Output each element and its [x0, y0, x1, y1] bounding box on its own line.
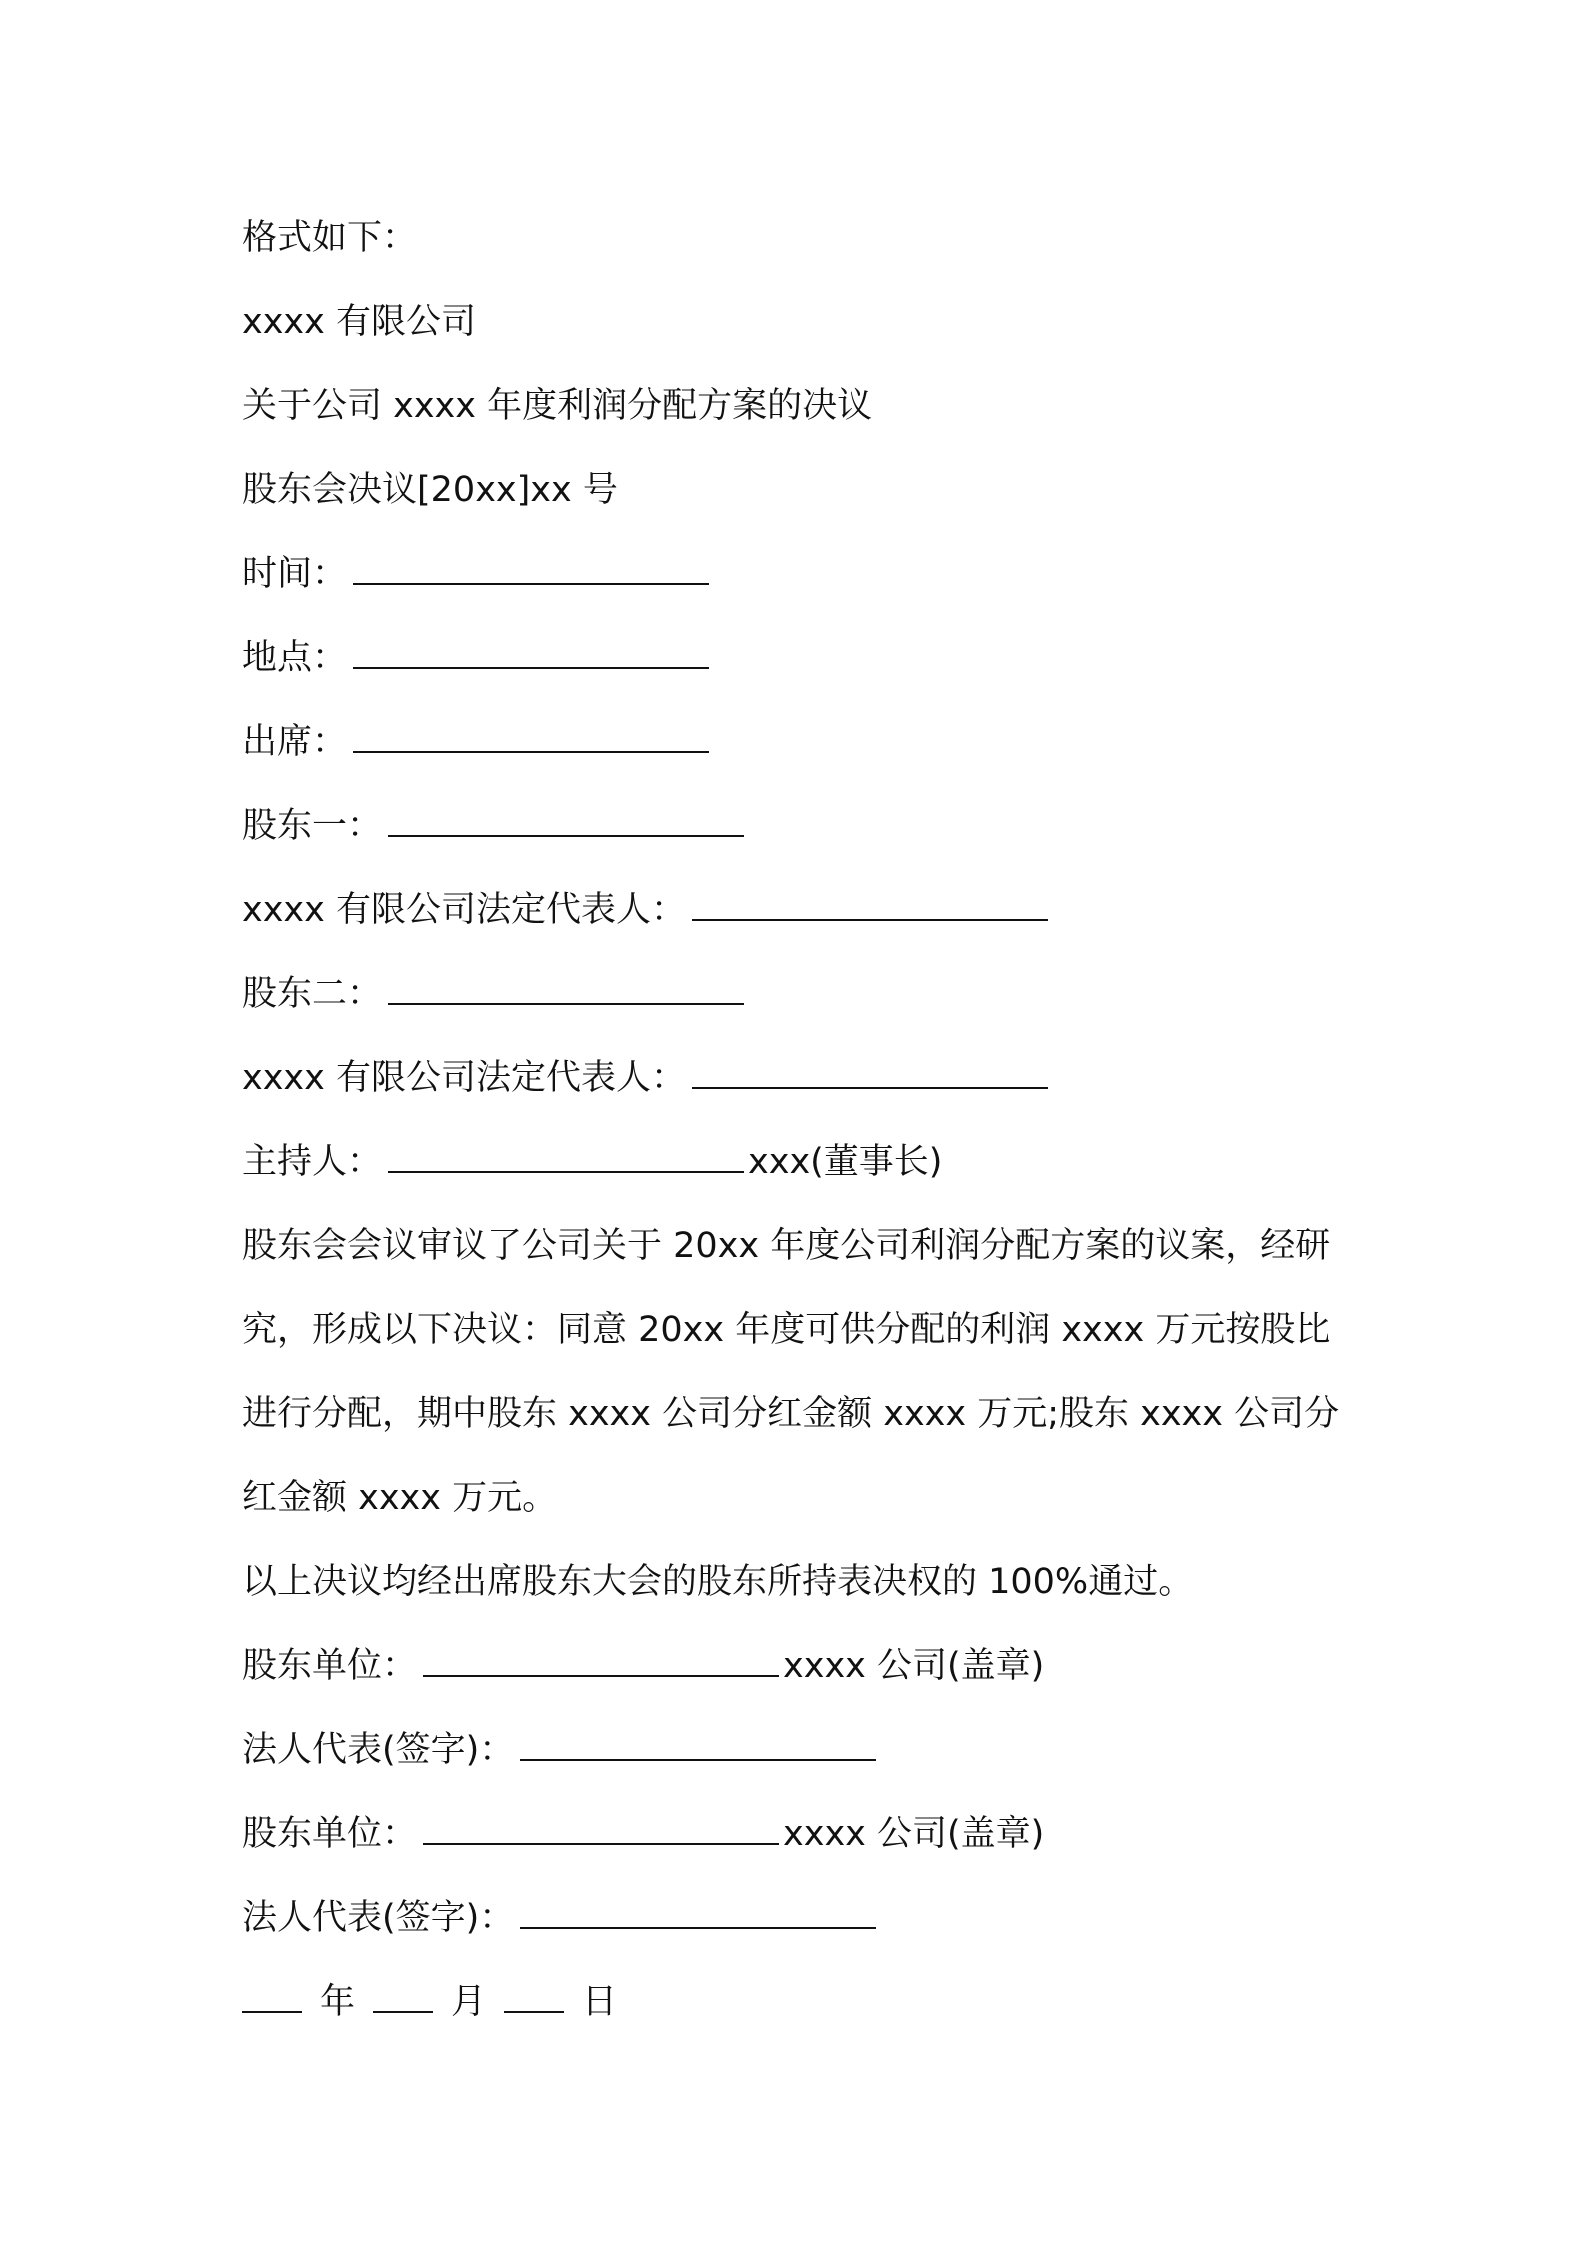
shareholder2-blank	[388, 973, 744, 1005]
attend-blank	[353, 721, 709, 753]
document-content	[242, 196, 1362, 2044]
date-line	[242, 1960, 1362, 2044]
attend-field	[242, 700, 1362, 784]
signature1-rep	[242, 1708, 1362, 1792]
approval-line: 以上决议均经出席股东大会的股东所持表决权的 100%通过。	[242, 1562, 1194, 1602]
host-label: 主持人：	[242, 1142, 383, 1182]
legal-rep2-blank	[692, 1057, 1048, 1089]
legal-rep2-field	[242, 1036, 1362, 1120]
shareholder1-field	[242, 784, 1362, 868]
company-name: xxxx 有限公司	[242, 302, 476, 342]
legal-rep2-label: xxxx 有限公司法定代表人：	[242, 1058, 686, 1098]
signature1-unit-label: 股东单位：	[242, 1646, 418, 1686]
signature2-rep-blank	[520, 1897, 876, 1929]
host-field	[242, 1120, 1362, 1204]
time-blank	[353, 553, 709, 585]
signature2-unit-label: 股东单位：	[242, 1814, 418, 1854]
signature2-rep-label: 法人代表(签字)：	[242, 1898, 515, 1938]
signature1-rep-label: 法人代表(签字)：	[242, 1730, 515, 1770]
attend-label: 出席：	[242, 722, 348, 762]
signature2-unit-suffix: xxxx 公司(盖章)	[783, 1814, 1045, 1854]
time-field	[242, 532, 1362, 616]
legal-rep1-field	[242, 868, 1362, 952]
time-label: 时间：	[242, 554, 348, 594]
month-label: 月	[451, 1982, 487, 2022]
legal-rep1-label: xxxx 有限公司法定代表人：	[242, 890, 686, 930]
place-blank	[353, 637, 709, 669]
shareholder2-field	[242, 952, 1362, 1036]
signature2-unit-blank	[423, 1813, 779, 1845]
intro-line: 格式如下：	[242, 218, 418, 258]
month-blank	[373, 1981, 433, 2013]
place-field	[242, 616, 1362, 700]
year-blank	[242, 1981, 302, 2013]
year-label: 年	[320, 1982, 356, 2022]
signature1-unit-suffix: xxxx 公司(盖章)	[783, 1646, 1045, 1686]
signature1-unit	[242, 1624, 1362, 1708]
legal-rep1-blank	[692, 889, 1048, 921]
signature2-rep	[242, 1876, 1362, 1960]
body-paragraph: 股东会会议审议了公司关于 20xx 年度公司利润分配方案的议案，经研究，形成以下决议：同意 20xx 年度可供分配的利润 xxxx 万元按股比进行分配，期中股东 xxxx 公司分红金额 xxxx 万元;股东 xxxx 公司分红金额 xxxx 万元。	[242, 1226, 1340, 1518]
day-blank	[504, 1981, 564, 2013]
signature2-unit	[242, 1792, 1362, 1876]
day-label: 日	[582, 1982, 618, 2022]
host-suffix: xxx(董事长)	[748, 1142, 943, 1182]
resolution-number: 股东会决议[20xx]xx 号	[242, 470, 618, 510]
shareholder1-label: 股东一：	[242, 806, 383, 846]
document-title: 关于公司 xxxx 年度利润分配方案的决议	[242, 386, 873, 426]
signature1-rep-blank	[520, 1729, 876, 1761]
shareholder2-label: 股东二：	[242, 974, 383, 1014]
host-blank	[388, 1141, 744, 1173]
signature1-unit-blank	[423, 1645, 779, 1677]
place-label: 地点：	[242, 638, 348, 678]
shareholder1-blank	[388, 805, 744, 837]
